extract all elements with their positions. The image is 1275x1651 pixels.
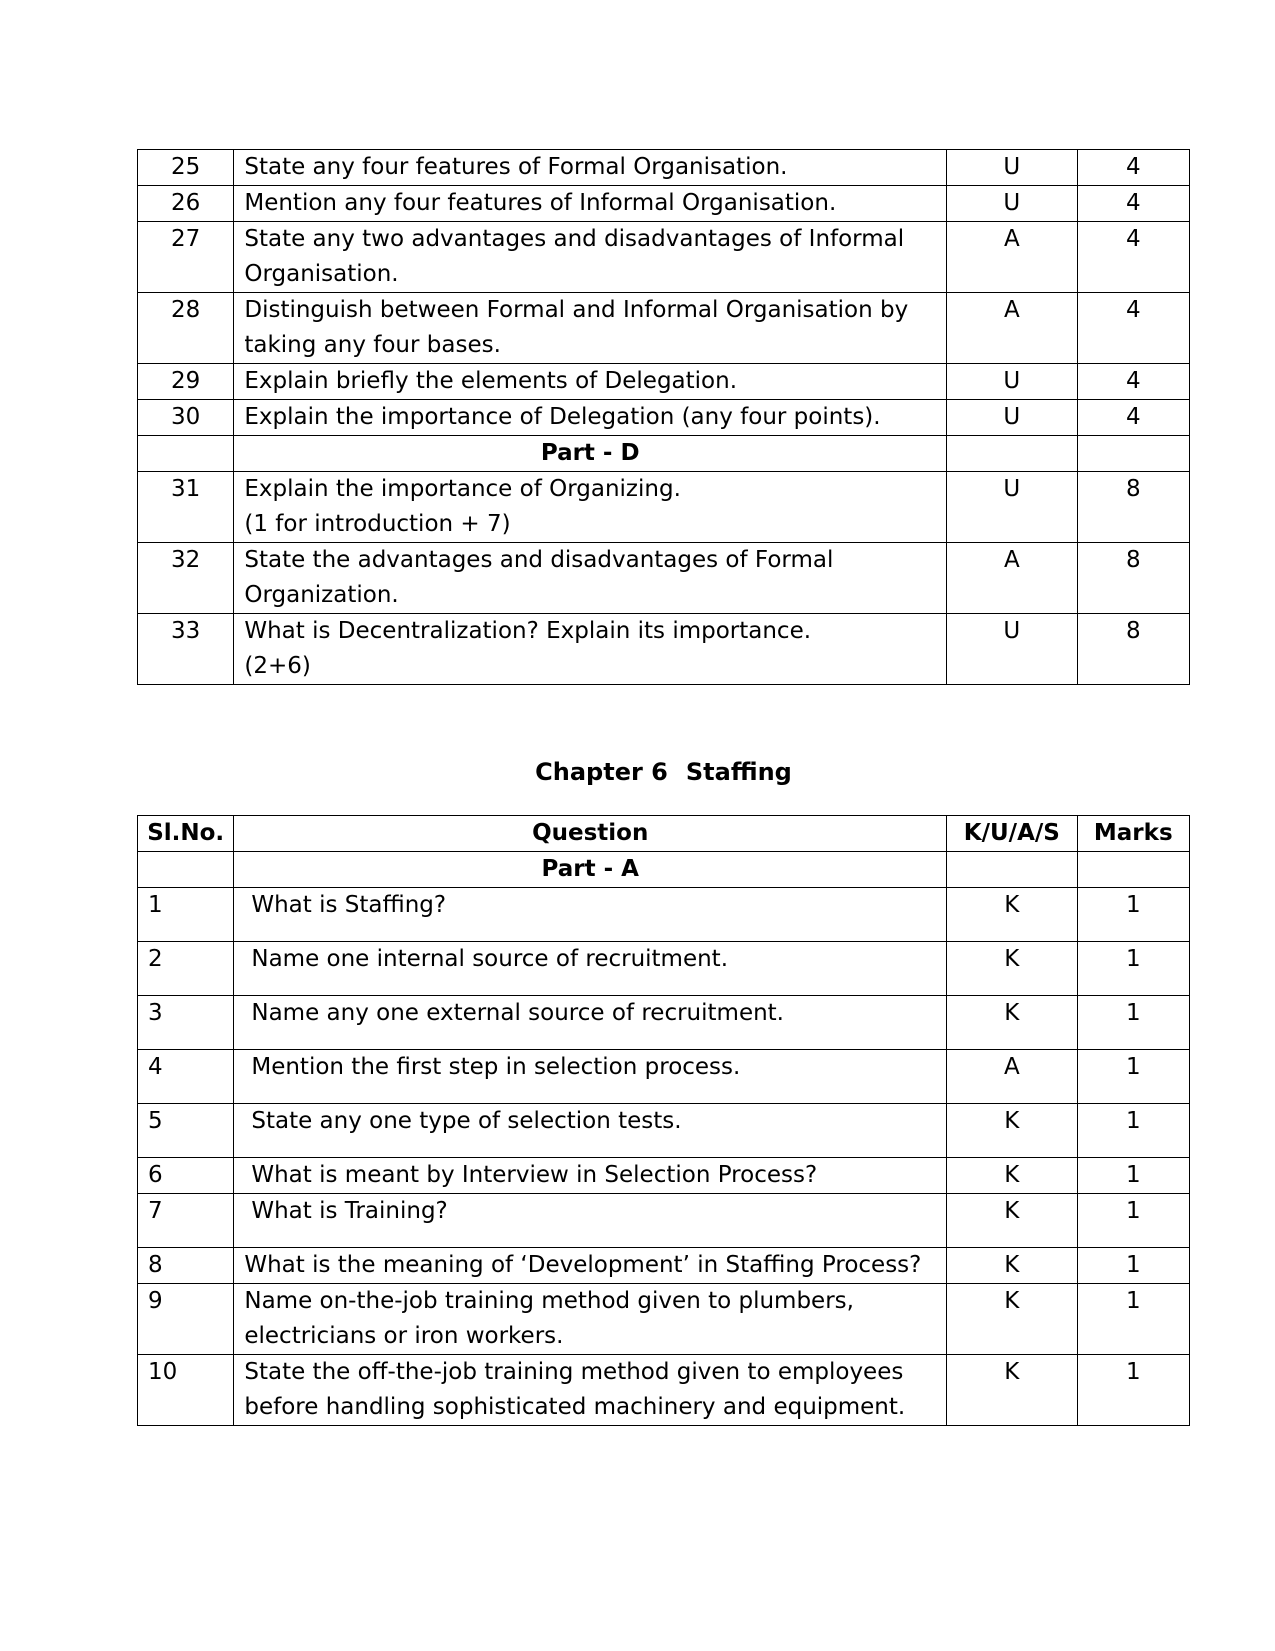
section-row — [138, 852, 1190, 888]
table-row — [138, 1248, 1190, 1284]
table-row — [138, 186, 1190, 222]
question-cell: State any four features of Formal Organisation. — [234, 150, 947, 186]
sl-no-cell: 29 — [138, 364, 234, 400]
table-row — [138, 1284, 1190, 1355]
table-row — [138, 1104, 1190, 1158]
question-cell: Mention any four features of Informal Organisation. — [234, 186, 947, 222]
chapter-heading — [137, 755, 1190, 790]
marks-cell: 4 — [1077, 400, 1189, 436]
sl-no-cell: 1 — [138, 888, 234, 942]
question-cell: Explain the importance of Delegation (any four points). — [234, 400, 947, 436]
kuas-cell: U — [947, 472, 1077, 543]
marks-cell: 8 — [1077, 614, 1189, 685]
question-cell: What is Staffing? — [234, 888, 947, 942]
table-row — [138, 1050, 1190, 1104]
sl-no-cell: 4 — [138, 1050, 234, 1104]
kuas-cell: A — [947, 293, 1077, 364]
marks-cell: 1 — [1077, 1050, 1189, 1104]
sl-no-cell: 31 — [138, 472, 234, 543]
question-note: (1 for introduction + 7) — [244, 511, 511, 537]
table-row — [138, 293, 1190, 364]
sl-no-cell: 32 — [138, 543, 234, 614]
marks-cell: 1 — [1077, 1104, 1189, 1158]
table-row — [138, 1194, 1190, 1248]
question-cell — [234, 614, 947, 685]
question-cell: State any two advantages and disadvantages of Informal Organisation. — [234, 222, 947, 293]
part-d-heading: Part - D — [234, 436, 947, 472]
sl-no-cell: 5 — [138, 1104, 234, 1158]
chapter-title: Staffing — [685, 758, 792, 786]
table-row — [138, 996, 1190, 1050]
kuas-cell: K — [947, 1194, 1077, 1248]
marks-cell: 4 — [1077, 150, 1189, 186]
question-cell: Name any one external source of recruitment. — [234, 996, 947, 1050]
question-cell: Distinguish between Formal and Informal Organisation by taking any four bases. — [234, 293, 947, 364]
questions-table-part-c-d — [137, 149, 1190, 685]
kuas-cell: K — [947, 1248, 1077, 1284]
table-row — [138, 614, 1190, 685]
header-row — [138, 816, 1190, 852]
sl-no-cell: 25 — [138, 150, 234, 186]
question-cell: Mention the first step in selection process. — [234, 1050, 947, 1104]
question-cell: Explain briefly the elements of Delegation. — [234, 364, 947, 400]
table-row — [138, 150, 1190, 186]
empty-cell — [1077, 436, 1189, 472]
empty-cell — [138, 852, 234, 888]
marks-cell: 1 — [1077, 1355, 1189, 1426]
sl-no-cell: 33 — [138, 614, 234, 685]
kuas-cell: A — [947, 543, 1077, 614]
header-sl-no: Sl.No. — [138, 816, 234, 852]
question-cell: State the off-the-job training method given to employees before handling sophisticated machinery and equipment. — [234, 1355, 947, 1426]
marks-cell: 4 — [1077, 364, 1189, 400]
kuas-cell: U — [947, 400, 1077, 436]
marks-cell: 1 — [1077, 888, 1189, 942]
header-question: Question — [234, 816, 947, 852]
kuas-cell: A — [947, 1050, 1077, 1104]
marks-cell: 1 — [1077, 942, 1189, 996]
sl-no-cell: 30 — [138, 400, 234, 436]
table-row — [138, 400, 1190, 436]
question-cell: State any one type of selection tests. — [234, 1104, 947, 1158]
table-row — [138, 888, 1190, 942]
table-row — [138, 1355, 1190, 1426]
question-cell: Name one internal source of recruitment. — [234, 942, 947, 996]
table-row — [138, 1158, 1190, 1194]
table-row — [138, 942, 1190, 996]
header-kuas: K/U/A/S — [947, 816, 1077, 852]
kuas-cell: K — [947, 996, 1077, 1050]
sl-no-cell: 8 — [138, 1248, 234, 1284]
kuas-cell: K — [947, 1104, 1077, 1158]
empty-cell — [1077, 852, 1189, 888]
marks-cell: 4 — [1077, 293, 1189, 364]
header-marks: Marks — [1077, 816, 1189, 852]
marks-cell: 1 — [1077, 1248, 1189, 1284]
marks-cell: 1 — [1077, 1284, 1189, 1355]
marks-cell: 8 — [1077, 543, 1189, 614]
questions-table-staffing — [137, 815, 1190, 1426]
table-row — [138, 364, 1190, 400]
marks-cell: 4 — [1077, 186, 1189, 222]
sl-no-cell: 27 — [138, 222, 234, 293]
kuas-cell: A — [947, 222, 1077, 293]
part-a-heading: Part - A — [234, 852, 947, 888]
section-row — [138, 436, 1190, 472]
kuas-cell: K — [947, 1158, 1077, 1194]
table-row — [138, 472, 1190, 543]
sl-no-cell: 26 — [138, 186, 234, 222]
kuas-cell: K — [947, 942, 1077, 996]
question-text: What is Decentralization? Explain its importance. — [244, 618, 812, 644]
question-text: Explain the importance of Organizing. — [244, 476, 681, 502]
question-cell — [234, 543, 947, 614]
question-cell — [234, 472, 947, 543]
marks-cell: 1 — [1077, 996, 1189, 1050]
empty-cell — [138, 436, 234, 472]
kuas-cell: K — [947, 1284, 1077, 1355]
empty-cell — [947, 436, 1077, 472]
sl-no-cell: 2 — [138, 942, 234, 996]
chapter-label: Chapter 6 — [535, 758, 668, 786]
marks-cell: 8 — [1077, 472, 1189, 543]
question-note: (2+6) — [244, 653, 311, 679]
sl-no-cell: 9 — [138, 1284, 234, 1355]
question-text: State the advantages and disadvantages of Formal Organization. — [244, 547, 834, 608]
kuas-cell: U — [947, 614, 1077, 685]
marks-cell: 1 — [1077, 1194, 1189, 1248]
kuas-cell: K — [947, 888, 1077, 942]
question-cell: What is Training? — [234, 1194, 947, 1248]
sl-no-cell: 6 — [138, 1158, 234, 1194]
kuas-cell: U — [947, 150, 1077, 186]
sl-no-cell: 7 — [138, 1194, 234, 1248]
question-cell: What is meant by Interview in Selection Process? — [234, 1158, 947, 1194]
table-row — [138, 543, 1190, 614]
marks-cell: 4 — [1077, 222, 1189, 293]
kuas-cell: U — [947, 186, 1077, 222]
sl-no-cell: 28 — [138, 293, 234, 364]
empty-cell — [947, 852, 1077, 888]
sl-no-cell: 10 — [138, 1355, 234, 1426]
question-cell: What is the meaning of ‘Development’ in Staffing Process? — [234, 1248, 947, 1284]
question-cell: Name on-the-job training method given to plumbers, electricians or iron workers. — [234, 1284, 947, 1355]
sl-no-cell: 3 — [138, 996, 234, 1050]
kuas-cell: K — [947, 1355, 1077, 1426]
kuas-cell: U — [947, 364, 1077, 400]
table-row — [138, 222, 1190, 293]
marks-cell: 1 — [1077, 1158, 1189, 1194]
